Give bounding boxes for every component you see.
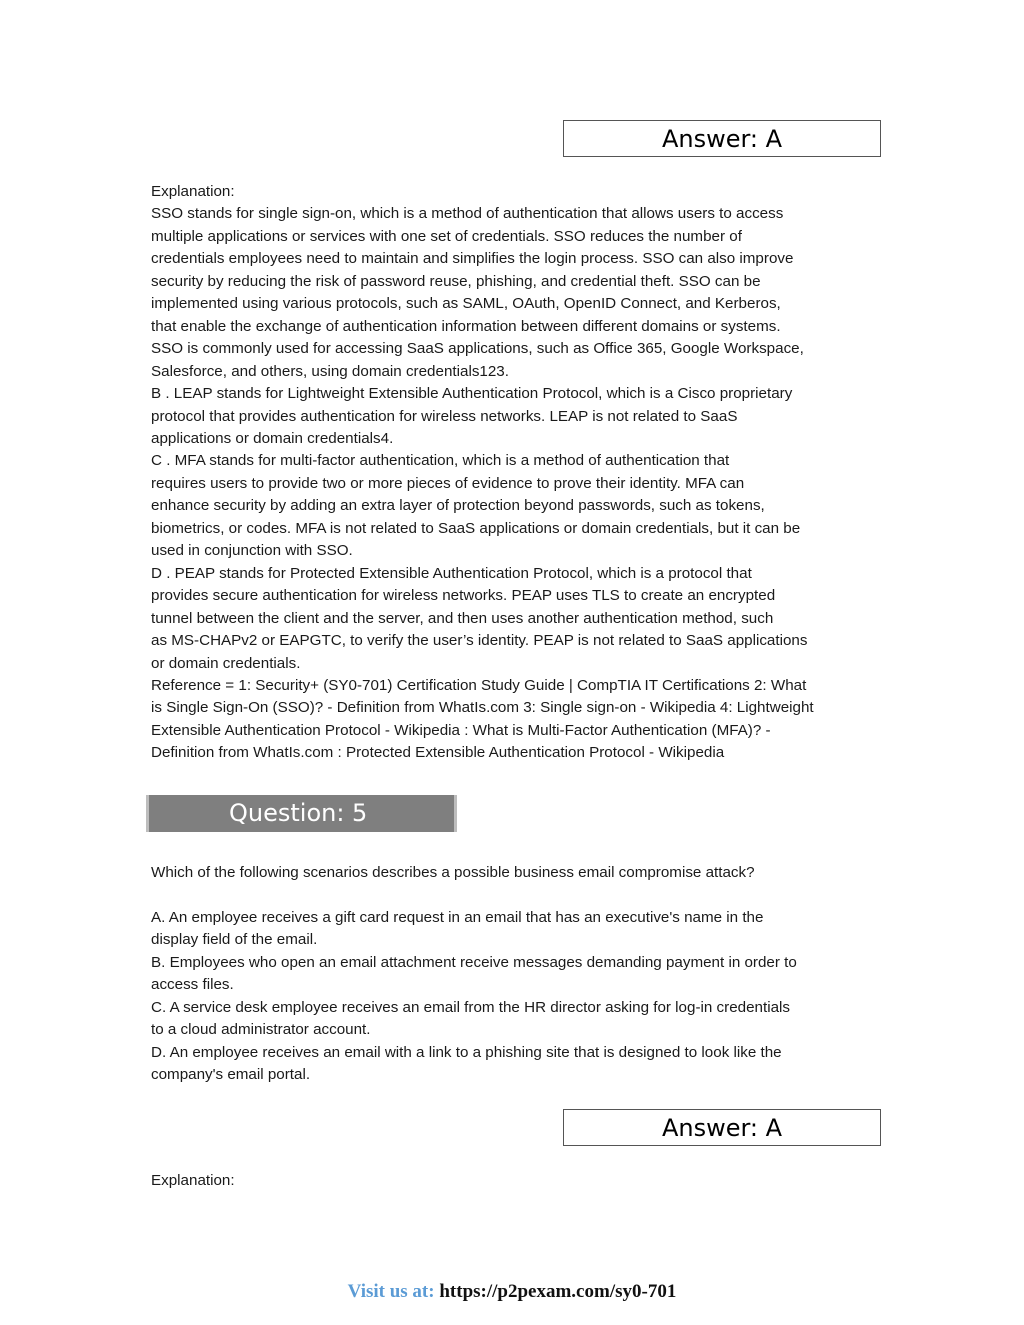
explanation-line: credentials employees need to maintain and simplifies the login process. SSO can also improve xyxy=(151,250,794,268)
explanation-line: C . MFA stands for multi-factor authentication, which is a method of authentication that xyxy=(151,452,730,470)
explanation-line: or domain credentials. xyxy=(151,654,301,672)
explanation-text xyxy=(151,181,881,765)
option-line: display field of the email. xyxy=(151,931,318,949)
answer-label: Answer: A xyxy=(661,1114,783,1142)
explanation-line: Salesforce, and others, using domain credentials123. xyxy=(151,362,509,380)
explanation-line: that enable the exchange of authentication information between different domains or systems. xyxy=(151,317,781,335)
explanation-label: Explanation: xyxy=(151,1172,235,1189)
answer-box xyxy=(563,120,881,157)
answer-box xyxy=(563,1109,881,1146)
explanation-line: SSO is commonly used for accessing SaaS applications, such as Office 365, Google Workspace, xyxy=(151,340,804,358)
question-label: Question: 5 xyxy=(229,799,368,827)
explanation-line: protocol that provides authentication for wireless networks. LEAP is not related to SaaS xyxy=(151,407,738,425)
option-line: company's email portal. xyxy=(151,1066,311,1084)
option-line: C. A service desk employee receives an email from the HR director asking for log-in credentials xyxy=(151,998,790,1016)
answer-options xyxy=(151,907,881,1087)
question-text xyxy=(151,862,881,884)
explanation-line: is Single Sign-On (SSO)? - Definition from WhatIs.com 3: Single sign-on - Wikipedia 4: Lightweight xyxy=(151,699,814,717)
option-line: B. Employees who open an email attachment receive messages demanding payment in order to xyxy=(151,953,797,971)
option-line: A. An employee receives a gift card request in an email that has an executive's name in the xyxy=(151,909,764,926)
explanation-line: security by reducing the risk of password reuse, phishing, and credential theft. SSO can be xyxy=(151,272,761,290)
explanation-line: applications or domain credentials4. xyxy=(151,429,394,447)
question-stem: Which of the following scenarios describes a possible business email compromise attack? xyxy=(151,864,755,881)
explanation-line: implemented using various protocols, such as SAML, OAuth, OpenID Connect, and Kerberos, xyxy=(151,295,781,313)
option-line: access files. xyxy=(151,976,234,994)
explanation-line: biometrics, or codes. MFA is not related to SaaS applications or domain credentials, but it can be xyxy=(151,519,801,537)
explanation-line: enhance security by adding an extra layer of protection beyond passwords, such as tokens, xyxy=(151,497,765,515)
explanation-line: B . LEAP stands for Lightweight Extensible Authentication Protocol, which is a Cisco proprietary xyxy=(151,385,793,403)
option-line: to a cloud administrator account. xyxy=(151,1021,371,1039)
explanation-line: as MS-CHAPv2 or EAPGTC, to verify the user’s identity. PEAP is not related to SaaS applications xyxy=(151,632,808,650)
explanation-line: multiple applications or services with one set of credentials. SSO reduces the number of xyxy=(151,227,742,245)
explanation-line: tunnel between the client and the server, and then uses another authentication method, such xyxy=(151,609,774,627)
explanation-line: used in conjunction with SSO. xyxy=(151,542,353,560)
explanation-line: D . PEAP stands for Protected Extensible Authentication Protocol, which is a protocol that xyxy=(151,564,752,582)
explanation-line: Extensible Authentication Protocol - Wikipedia : What is Multi-Factor Authentication (MFA)? - xyxy=(151,721,771,739)
explanation-line: Definition from WhatIs.com : Protected Extensible Authentication Protocol - Wikipedia xyxy=(151,744,725,762)
explanation-line: SSO stands for single sign-on, which is a method of authentication that allows users to access xyxy=(151,205,784,223)
explanation-line: Explanation: xyxy=(151,183,235,200)
question-banner xyxy=(146,795,457,832)
footer xyxy=(0,1281,1024,1303)
explanation-line: provides secure authentication for wireless networks. PEAP uses TLS to create an encrypted xyxy=(151,587,776,605)
explanation-line: Reference = 1: Security+ (SY0-701) Certification Study Guide | CompTIA IT Certifications 2: What xyxy=(151,676,807,694)
footer-label: Visit us at: xyxy=(347,1281,435,1302)
explanation-heading xyxy=(151,1170,881,1192)
explanation-line: requires users to provide two or more pieces of evidence to prove their identity. MFA can xyxy=(151,474,745,492)
answer-label: Answer: A xyxy=(661,125,783,153)
option-line: D. An employee receives an email with a link to a phishing site that is designed to look like the xyxy=(151,1043,782,1061)
footer-url-link[interactable]: https://p2pexam.com/sy0-701 xyxy=(439,1281,677,1302)
